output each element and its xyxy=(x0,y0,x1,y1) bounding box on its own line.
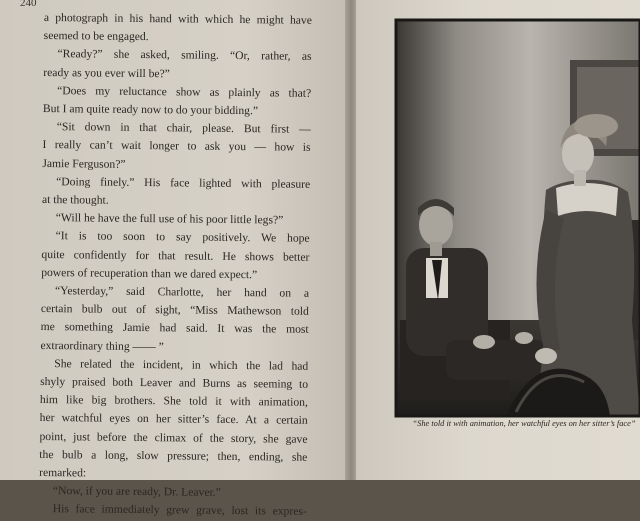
text-line: quite confidently for that result. He shows better xyxy=(41,247,310,264)
text-line: powers of recuperation than we dared expect.” xyxy=(41,265,258,282)
text-line: a photograph in his hand with which he might have xyxy=(43,10,312,27)
text-line: me something Jamie had said. It was the most xyxy=(40,320,309,337)
text-line: “Does my reluctance show as plainly as that? xyxy=(57,83,312,100)
page-number: 240 xyxy=(20,0,37,9)
photograph-illustration xyxy=(396,20,640,416)
text-line: “Now, if you are ready, Dr. Leaver.” xyxy=(52,484,221,500)
text-line: Jamie Ferguson?” xyxy=(42,156,126,171)
text-line: I really can’t wait longer to ask you — how is xyxy=(42,138,311,155)
text-line: remarked: xyxy=(39,466,87,480)
text-line: “It is too soon to say positively. We hope xyxy=(55,229,310,246)
text-line: certain bulb out of sight, “Miss Mathewson told xyxy=(40,302,309,319)
text-line: point, just before the climax of the story, she gave xyxy=(39,429,308,446)
photograph-plate xyxy=(396,20,640,416)
text-line: him like big brothers. She told it with animation, xyxy=(39,393,308,410)
text-line: She related the incident, in which the lad had xyxy=(54,356,309,373)
text-line: “Ready?” she asked, smiling. “Or, rather, as xyxy=(57,47,312,64)
text-line: her watchful eyes on her sitter’s face. At a certain xyxy=(39,411,308,428)
text-line: the bulb a long, slow pressure; then, ending, she xyxy=(39,447,308,464)
text-line: “Will he have the full use of his poor little legs?” xyxy=(55,211,284,227)
text-line: But I am quite ready now to do your bidding.” xyxy=(42,102,259,118)
text-line: “Doing finely.” His face lighted with pleasure xyxy=(56,174,311,191)
text-line: shyly praised both Leaver and Burns as seeming to xyxy=(40,375,309,391)
text-line: seemed to be engaged. xyxy=(43,29,149,44)
photo-caption: “She told it with animation, her watchful eyes on her sitter’s face” xyxy=(412,419,636,428)
text-line: His face immediately grew grave, lost its expres- xyxy=(52,502,307,519)
text-line: ready as you ever will be?” xyxy=(43,65,170,80)
text-line: at the thought. xyxy=(41,193,109,207)
page-text xyxy=(39,9,312,521)
right-page xyxy=(356,0,640,480)
text-line: extraordinary thing —— ” xyxy=(40,338,164,353)
text-line: “Sit down in that chair, please. But first — xyxy=(56,120,311,137)
text-line: “Yesterday,” said Charlotte, her hand on a xyxy=(54,284,310,300)
